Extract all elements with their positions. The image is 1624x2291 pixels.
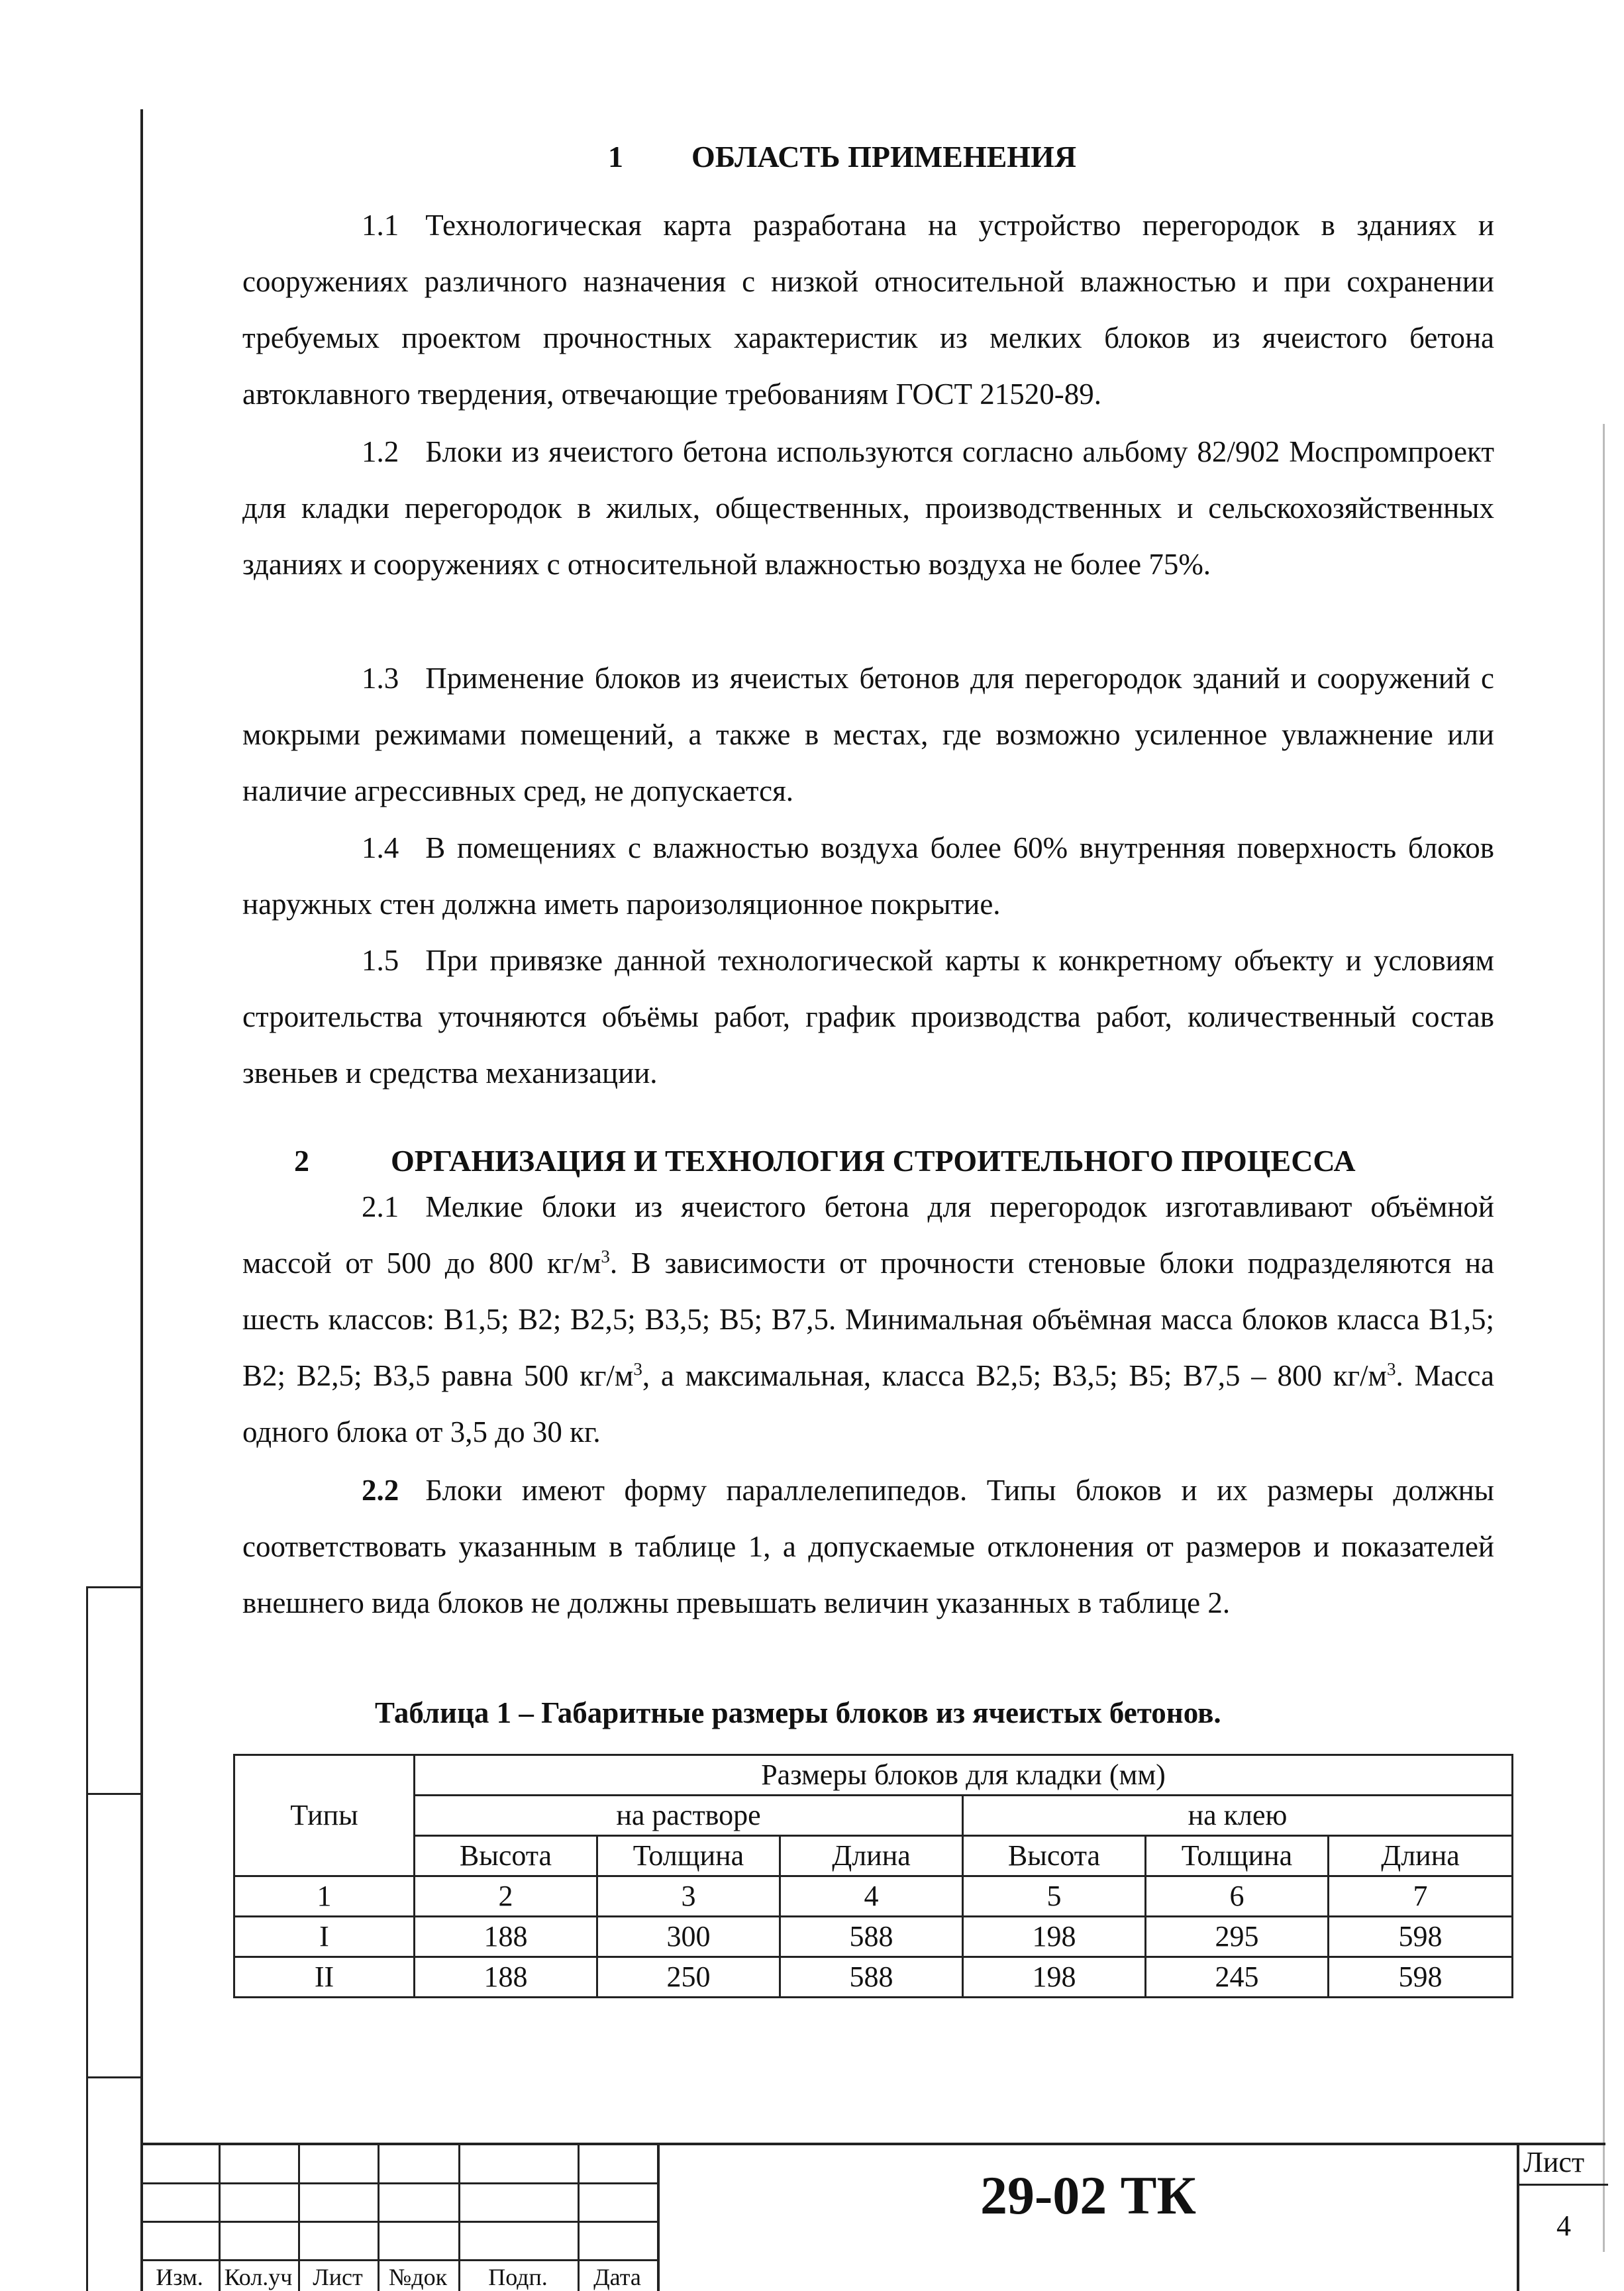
- table-cell: 4: [780, 1876, 963, 1917]
- table-header-row: [234, 1796, 1513, 1836]
- paragraph-1-4: [242, 820, 1494, 933]
- table-row: [234, 1957, 1513, 1998]
- paragraph-number: 1.2: [362, 435, 399, 468]
- frame-right-border: [1603, 424, 1605, 2252]
- title-block: [140, 2143, 1605, 2291]
- grid-row-line: [140, 2221, 657, 2223]
- stamp-label-signature: Подп.: [488, 2264, 548, 2290]
- table-cell: 188: [415, 1917, 597, 1957]
- sheet-number: 4: [1556, 2210, 1571, 2242]
- sheet-box-divider: [1519, 2184, 1608, 2186]
- paragraph-2-1: [242, 1179, 1494, 1460]
- paragraph-1-2: [242, 424, 1494, 593]
- paragraph-text: Блоки из ячеистого бетона используются согласно альбому 82/902 Моспромпроект для кладки перегородок в жилых, общественных, производственных и сельскохозяйственных зданиях и сооружениях с относительной влажностью воздуха не более 75%.: [242, 435, 1494, 581]
- paragraph-1-3: [242, 650, 1494, 819]
- paragraph-number: 1.3: [362, 662, 399, 695]
- document-code: 29-02 ТК: [980, 2165, 1196, 2225]
- sheet-box: [1517, 2143, 1608, 2291]
- table-cell: I: [234, 1917, 415, 1957]
- revision-grid: [140, 2143, 660, 2291]
- table-cell: 598: [1329, 1957, 1513, 1998]
- paragraph-1-1: [242, 197, 1494, 423]
- table-cell: 6: [1146, 1876, 1329, 1917]
- table-cell: 3: [597, 1876, 780, 1917]
- side-divider: [88, 2076, 142, 2078]
- stamp-label-count: Кол.уч: [224, 2264, 293, 2290]
- table-header-row: [234, 1755, 1513, 1796]
- column-header: Длина: [780, 1836, 963, 1876]
- stamp-label-change: Изм.: [156, 2264, 203, 2290]
- superscript: 3: [633, 1359, 642, 1379]
- paragraph-text: В помещениях с влажностью воздуха более 60% внутренняя поверхность блоков наружных стен должна иметь пароизоляционное покрытие.: [242, 831, 1494, 921]
- paragraph-text: Мелкие блоки из ячеистого бетона для перегородок изготавливают объёмной массой от 500 до 800 кг/м: [242, 1190, 1494, 1280]
- side-divider: [88, 1586, 142, 1588]
- table-cell: 598: [1329, 1917, 1513, 1957]
- column-header: Толщина: [597, 1836, 780, 1876]
- types-header: Типы: [234, 1755, 415, 1876]
- side-stamp-column: [86, 1586, 142, 2291]
- table-cell: 2: [415, 1876, 597, 1917]
- paragraph-number: 1.1: [362, 209, 399, 242]
- table-cell: 295: [1146, 1917, 1329, 1957]
- group-header-mortar: на растворе: [415, 1796, 963, 1836]
- paragraph-number: 2.1: [362, 1190, 399, 1223]
- column-header: Длина: [1329, 1836, 1513, 1876]
- paragraph-text: Технологическая карта разработана на устройство перегородок в зданиях и сооружениях различного назначения с низкой относительной влажностью и при сохранении требуемых проектом прочностных характеристик из мелких блоков из ячеистого бетона автоклавного твердения, отвечающие требованиям ГОСТ 21520-89.: [242, 209, 1494, 411]
- table-cell: 1: [234, 1876, 415, 1917]
- table-cell: 198: [963, 1917, 1146, 1957]
- section2-title: ОРГАНИЗАЦИЯ И ТЕХНОЛОГИЯ СТРОИТЕЛЬНОГО ПРОЦЕССА: [391, 1144, 1356, 1178]
- table-cell: 7: [1329, 1876, 1513, 1917]
- table-cell: 5: [963, 1876, 1146, 1917]
- paragraph-text: . В зависимости от прочности стеновые блоки подразделяются на шесть классов: В1,5; В2; В2,5; В3,5; В5; В7,5. Минимальная объёмная масса блоков класса В1,5; В2; В2,5; В3,5 равна 500 кг/м: [242, 1247, 1495, 1392]
- stamp-label-sheet: Лист: [313, 2264, 363, 2290]
- table1-caption: Таблица 1 – Габаритные размеры блоков из ячеистых бетонов.: [375, 1696, 1221, 1729]
- section1-title: ОБЛАСТЬ ПРИМЕНЕНИЯ: [691, 140, 1077, 174]
- paragraph-number: 2.2: [362, 1474, 399, 1507]
- table-cell: 245: [1146, 1957, 1329, 1998]
- grid-row-line: [140, 2259, 657, 2261]
- table-cell: 188: [415, 1957, 597, 1998]
- paragraph-text: Применение блоков из ячеистых бетонов для перегородок зданий и сооружений с мокрыми режимами помещений, а также в местах, где возможно усиленное увлажнение или наличие агрессивных сред, не допускается.: [242, 662, 1494, 807]
- column-numbering-row: [234, 1876, 1513, 1917]
- paragraph-1-5: [242, 933, 1494, 1101]
- column-header: Высота: [415, 1836, 597, 1876]
- column-header: Толщина: [1146, 1836, 1329, 1876]
- section2-heading: [294, 1143, 1356, 1178]
- table-row: [234, 1917, 1513, 1957]
- table-cell: 198: [963, 1957, 1146, 1998]
- side-divider: [88, 1793, 142, 1795]
- dimensions-header: Размеры блоков для кладки (мм): [415, 1755, 1513, 1796]
- column-header: Высота: [963, 1836, 1146, 1876]
- table-cell: II: [234, 1957, 415, 1998]
- superscript: 3: [1387, 1359, 1396, 1379]
- sheet-label: Лист: [1523, 2146, 1585, 2178]
- table-header-row: [234, 1836, 1513, 1876]
- paragraph-text: Блоки имеют форму параллелепипедов. Типы блоков и их размеры должны соответствовать указанным в таблице 1, а допускаемые отклонения от размеров и показателей внешнего вида блоков не должны превышать величин указанных в таблице 2.: [242, 1474, 1494, 1619]
- paragraph-text: При привязке данной технологической карты к конкретному объекту и условиям строительства уточняются объёмы работ, график производства работ, количественный состав звеньев и средства механизации.: [242, 944, 1494, 1090]
- paragraph-number: 1.4: [362, 831, 399, 864]
- superscript: 3: [601, 1247, 610, 1266]
- grid-row-line: [140, 2182, 657, 2184]
- paragraph-text: . Масса одного блока от 3,5 до 30 кг.: [242, 1359, 1494, 1449]
- table-cell: 588: [780, 1957, 963, 1998]
- stamp-label-docnum: №док: [388, 2264, 448, 2290]
- group-header-glue: на клею: [963, 1796, 1513, 1836]
- paragraph-2-2: [242, 1462, 1494, 1631]
- paragraph-text: , а максимальная, класса В2,5; В3,5; В5; В7,5 – 800 кг/м: [642, 1359, 1388, 1392]
- section2-number: 2: [294, 1144, 309, 1178]
- table-cell: 588: [780, 1917, 963, 1957]
- table-cell: 250: [597, 1957, 780, 1998]
- section1-number: 1: [608, 140, 623, 174]
- table1-block-dimensions: [233, 1754, 1513, 1998]
- stamp-label-date: Дата: [593, 2264, 641, 2290]
- table-cell: 300: [597, 1917, 780, 1957]
- section1-heading: [608, 139, 1076, 174]
- paragraph-number: 1.5: [362, 944, 399, 977]
